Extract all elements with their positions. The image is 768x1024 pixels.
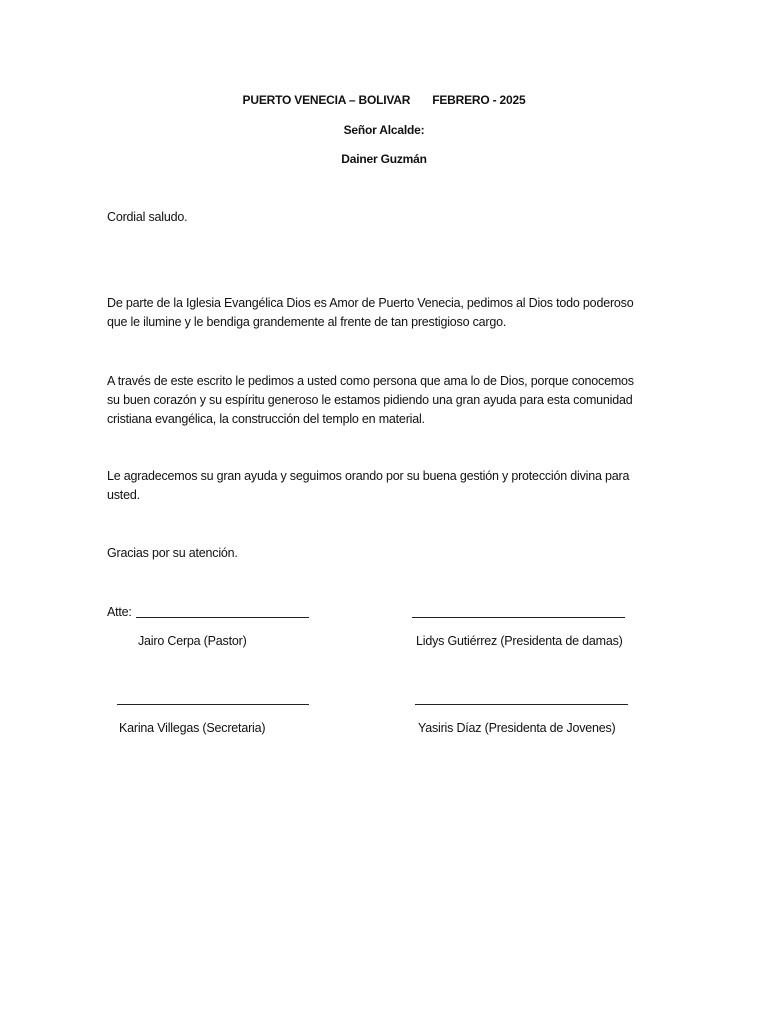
signature-line-damas bbox=[412, 617, 625, 618]
signature-prefix: Atte: bbox=[107, 605, 132, 619]
signature-line-secretaria bbox=[117, 704, 309, 705]
closing: Gracias por su atención. bbox=[107, 546, 238, 560]
recipient-name: Dainer Guzmán bbox=[341, 152, 427, 166]
paragraph-line: Le agradecemos su gran ayuda y seguimos orando por su buena gestión y protección divina para bbox=[107, 469, 630, 483]
paragraph-line: que le ilumine y le bendiga grandemente al frente de tan prestigioso cargo. bbox=[107, 315, 507, 329]
signature-line-pastor bbox=[136, 617, 309, 618]
signer-name-secretaria: Karina Villegas (Secretaria) bbox=[119, 721, 266, 735]
paragraph-line: De parte de la Iglesia Evangélica Dios es Amor de Puerto Venecia, pedimos al Dios todo poderoso bbox=[107, 296, 634, 310]
signature-line-jovenes bbox=[415, 704, 628, 705]
letter-header-line bbox=[0, 91, 768, 110]
paragraph-line: cristiana evangélica, la construcción del templo en material. bbox=[107, 412, 425, 426]
paragraph-line: usted. bbox=[107, 488, 140, 502]
greeting: Cordial saludo. bbox=[107, 210, 188, 224]
recipient-title-row bbox=[0, 121, 768, 140]
header-place: PUERTO VENECIA – BOLIVAR bbox=[242, 93, 411, 107]
signer-name-pastor: Jairo Cerpa (Pastor) bbox=[138, 634, 247, 648]
recipient-name-row bbox=[0, 150, 768, 169]
recipient-title: Señor Alcalde: bbox=[343, 123, 425, 137]
header-date: FEBRERO - 2025 bbox=[432, 93, 526, 107]
signer-name-jovenes: Yasiris Díaz (Presidenta de Jovenes) bbox=[418, 721, 616, 735]
header-gap bbox=[410, 91, 432, 110]
paragraph-line: A través de este escrito le pedimos a usted como persona que ama lo de Dios, porque conocemos bbox=[107, 374, 634, 388]
signer-name-damas: Lidys Gutiérrez (Presidenta de damas) bbox=[416, 634, 623, 648]
paragraph-line: su buen corazón y su espíritu generoso le estamos pidiendo una gran ayuda para esta comunidad bbox=[107, 393, 633, 407]
